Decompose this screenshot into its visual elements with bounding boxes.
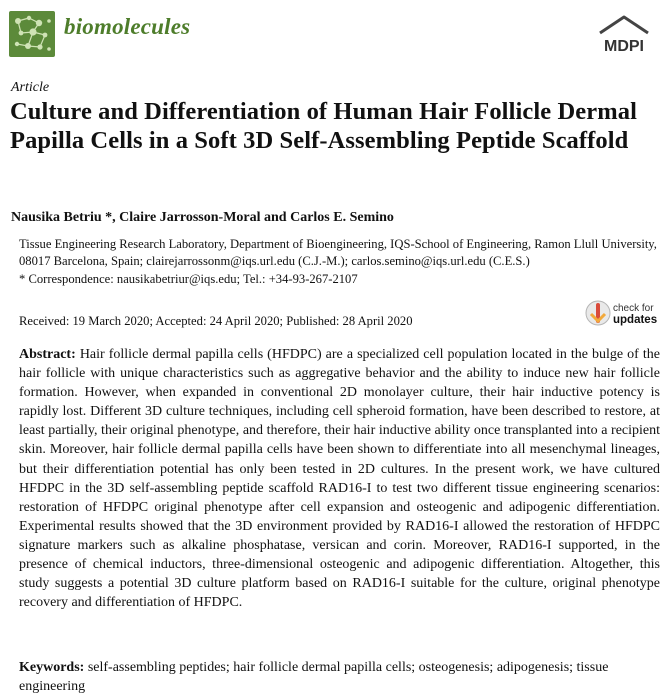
correspondence: * Correspondence: nausikabetriur@iqs.edu; Tel.: +34-93-267-2107: [19, 272, 358, 286]
check-updates-line1: check for: [613, 303, 654, 314]
molecule-grid-icon: [9, 11, 55, 57]
article-type: Article: [11, 80, 50, 95]
publisher-name: MDPI: [604, 38, 644, 55]
publication-dates: Received: 19 March 2020; Accepted: 24 April 2020; Published: 28 April 2020: [19, 314, 413, 328]
keywords-text: self-assembling peptides; hair follicle dermal papilla cells; osteogenesis; adipogenesis; tissue engineering: [19, 660, 609, 694]
keywords-label: Keywords:: [19, 660, 85, 675]
check-updates-icon: [586, 301, 610, 325]
abstract-label: Abstract:: [19, 347, 76, 362]
check-for-updates-button[interactable]: [583, 297, 663, 331]
paper-title: Culture and Differentiation of Human Hair Follicle Dermal Papilla Cells in a Soft 3D Self-Assembling Peptide Scaffold: [10, 98, 637, 154]
journal-name: biomolecules: [64, 14, 191, 39]
authors: Nausika Betriu *, Claire Jarrosson-Moral and Carlos E. Semino: [11, 210, 394, 225]
abstract: [19, 345, 660, 612]
check-updates-line2: updates: [613, 314, 658, 326]
journal-logo: [9, 11, 55, 57]
publisher-logo: [594, 11, 654, 63]
abstract-text: Hair follicle dermal papilla cells (HFDPC) are a specialized cell population located in the bulge of the hair follicle with unique characteristics such as aggregative behavior and the ability to induce new hair follicle formation. However, when expanded in conventional 2D monolayer culture, their hair inductive potency is rapidly lost. Different 3D culture techniques, including cell spheroid formation, have been described to restore, at least partially, their original phenotype, and therefore, their hair inductive ability once transplanted into a recipient skin. Moreover, hair follicle dermal papilla cells have been shown to differentiate into all mesenchymal lineages, but their differentiation potential has only been tested in 2D cultures. In the present work, we have cultured HFDPC in the 3D self-assembling peptide scaffold RAD16-I to test two different tissue engineering scenarios: restoration of HFDPC original phenotype after cell expansion and osteogenic and adipogenic differentiation. Experimental results showed that the 3D environment provided by RAD16-I allowed the restoration of HFDPC signature markers such as alkaline phosphatase, versican and corin. Moreover, RAD16-I supported, in the presence of chemical inductors, three-dimensional osteogenic and adipogenic differentiation. Altogether, this study suggests a potential 3D culture platform based on RAD16-I suitable for the culture, original phenotype recovery and differentiation of HFDPC.: [19, 347, 660, 611]
mdpi-logo-icon: [594, 11, 654, 63]
affiliation: Tissue Engineering Research Laboratory, Department of Bioengineering, IQS-School of Engineering, Ramon Llull University, 08017 Barcelona, Spain; clairejarrossonm@iqs.url.edu (C.J.-M.); carlos.semino@iqs.url.edu (C.E.S.): [19, 237, 657, 268]
keywords: [19, 658, 660, 696]
